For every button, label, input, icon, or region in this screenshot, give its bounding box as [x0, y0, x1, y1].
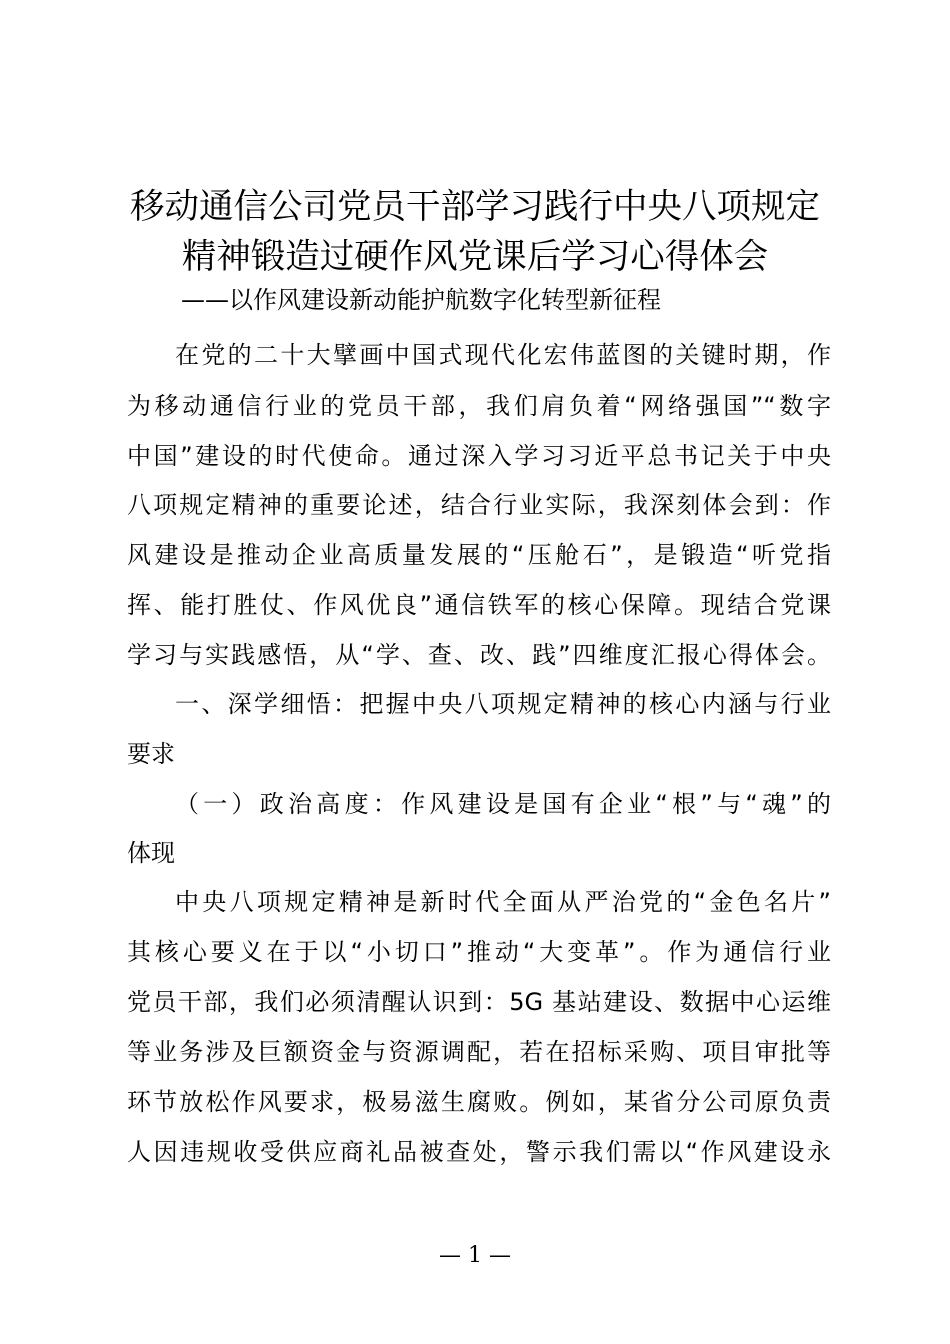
body-line: 八项规定精神的重要论述，结合行业实际，我深刻体会到：作: [127, 491, 831, 519]
document-title-line-1: 移动通信公司党员干部学习践行中央八项规定: [130, 187, 820, 227]
body-line: 其核心要义在于以“小切口”推动“大变革”。作为通信行业: [127, 938, 831, 966]
body-line: 风建设是推动企业高质量发展的“压舱石”，是锻造“听党指: [127, 541, 831, 569]
body-line: 环节放松作风要求，极易滋生腐败。例如，某省分公司原负责: [127, 1088, 831, 1116]
subsection-heading-1: （一）政治高度：作风建设是国有企业“根”与“魂”的: [175, 790, 831, 818]
body-line: 中国”建设的时代使命。通过深入学习习近平总书记关于中央: [127, 442, 831, 470]
document-title-line-2: 精神锻造过硬作风党课后学习心得体会: [181, 237, 769, 277]
body-line: 人因违规收受供应商礼品被查处，警示我们需以“作风建设永: [127, 1138, 831, 1166]
body-line: 挥、能打胜仗、作风优良”通信铁军的核心保障。现结合党课: [127, 591, 831, 619]
body-line: 为移动通信行业的党员干部，我们肩负着“网络强国”“数字: [127, 392, 831, 420]
body-line: 党员干部，我们必须清醒认识到：5G 基站建设、数据中心运维: [127, 988, 831, 1016]
section-heading-1: 一、深学细悟：把握中央八项规定精神的核心内涵与行业: [175, 690, 831, 718]
body-line: 等业务涉及巨额资金与资源调配，若在招标采购、项目审批等: [127, 1038, 831, 1066]
document-subtitle: ——以作风建设新动能护航数字化转型新征程: [181, 286, 661, 314]
subsection-heading-1-cont: 体现: [127, 839, 175, 867]
page-number: — 1 —: [439, 1243, 511, 1268]
body-line: 在党的二十大擘画中国式现代化宏伟蓝图的关键时期，作: [175, 341, 831, 369]
body-line: 学习与实践感悟，从“学、查、改、践”四维度汇报心得体会。: [127, 641, 831, 669]
body-line: 中央八项规定精神是新时代全面从严治党的“金色名片”: [175, 888, 831, 916]
section-heading-1-cont: 要求: [127, 740, 175, 768]
